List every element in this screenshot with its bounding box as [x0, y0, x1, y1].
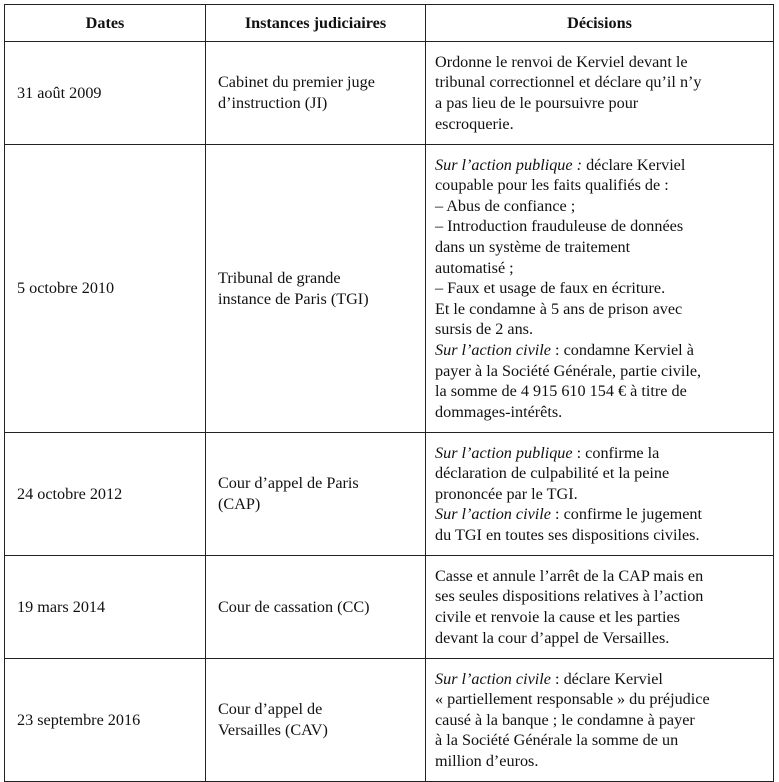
decision-line	[435, 381, 765, 402]
decision-line	[435, 484, 765, 505]
decision-italic: Sur l’action publique :	[435, 155, 583, 174]
decision-text: sursis de 2 ans.	[435, 320, 534, 339]
table-row	[5, 556, 774, 659]
date-cell: 24 octobre 2012	[5, 433, 206, 556]
decision-text: ses seules dispositions relatives à l’action	[435, 587, 704, 606]
decision-line	[435, 114, 765, 135]
decision-text: escroquerie.	[435, 114, 514, 133]
date-cell: 19 mars 2014	[5, 556, 206, 659]
decision-line	[435, 72, 765, 93]
decision-line	[435, 730, 765, 751]
decision-text: devant la cour d’appel de Versailles.	[435, 628, 670, 647]
decision-italic: Sur l’action publique	[435, 443, 573, 462]
instance-line: Tribunal de grande	[218, 268, 341, 287]
decision-line	[435, 607, 765, 628]
decision-text: : confirme le jugement	[550, 505, 703, 524]
decision-text: dommages-intérêts.	[435, 402, 563, 421]
decision-text: Ordonne le renvoi de Kerviel devant le	[435, 52, 688, 71]
decision-line	[435, 216, 765, 237]
decision-text: coupable pour les faits qualifiés de :	[435, 176, 669, 195]
decision-line	[435, 669, 765, 690]
decision-text: – Introduction frauduleuse de données	[435, 217, 684, 236]
decision-line	[435, 402, 765, 423]
decision-italic: Sur l’action civile	[435, 505, 551, 524]
decision-text: : condamne Kerviel à	[550, 340, 694, 359]
decision-line	[435, 52, 765, 73]
date-cell: 5 octobre 2010	[5, 145, 206, 433]
decision-text: : confirme la	[572, 443, 660, 462]
decision-text: a pas lieu de le poursuivre pour	[435, 94, 639, 112]
table-row	[5, 145, 774, 433]
decision-text: déclare Kerviel	[582, 155, 686, 174]
table-row	[5, 659, 774, 782]
decision-line	[435, 504, 765, 525]
instance-line: Cour de cassation (CC)	[218, 597, 370, 616]
decision-cell	[426, 433, 774, 556]
decision-cell	[426, 42, 774, 145]
decision-text: « partiellement responsable » du préjudice	[435, 690, 710, 709]
decision-line	[435, 463, 765, 484]
header-decisions: Décisions	[426, 5, 774, 42]
instance-cell	[206, 556, 426, 659]
decision-line	[435, 751, 765, 772]
decision-line	[435, 628, 765, 649]
instance-cell	[206, 433, 426, 556]
decision-text: dans un système de traitement	[435, 238, 631, 257]
decision-text: payer à la Société Générale, partie civile,	[435, 361, 702, 380]
decision-line	[435, 93, 765, 114]
date-cell: 31 août 2009	[5, 42, 206, 145]
instance-line: (CAP)	[218, 495, 261, 513]
instance-line: Cabinet du premier juge	[218, 73, 375, 92]
instance-cell	[206, 145, 426, 433]
table-row	[5, 42, 774, 145]
header-row	[5, 5, 774, 42]
decision-cell	[426, 659, 774, 782]
decision-text: : déclare Kerviel	[550, 669, 663, 688]
decision-text: million d’euros.	[435, 751, 539, 770]
decision-line	[435, 361, 765, 382]
decision-line	[435, 710, 765, 731]
decision-text: tribunal correctionnel et déclare qu’il n’y	[435, 73, 702, 92]
decision-text: Et le condamne à 5 ans de prison avec	[435, 299, 683, 318]
decision-cell	[426, 145, 774, 433]
decision-text: prononcée par le TGI.	[435, 484, 578, 503]
decision-text: déclaration de culpabilité et la peine	[435, 464, 670, 483]
instance-line: Versailles (CAV)	[218, 721, 328, 739]
table-row	[5, 433, 774, 556]
decision-text: à la Société Générale la somme de un	[435, 731, 679, 750]
decision-line	[435, 237, 765, 258]
decision-line	[435, 525, 765, 546]
decision-line	[435, 175, 765, 196]
decision-line	[435, 586, 765, 607]
date-cell: 23 septembre 2016	[5, 659, 206, 782]
instance-cell	[206, 659, 426, 782]
decision-text: – Faux et usage de faux en écriture.	[435, 279, 666, 298]
decision-line	[435, 258, 765, 279]
decision-text: Casse et annule l’arrêt de la CAP mais en	[435, 566, 704, 585]
decision-text: – Abus de confiance ;	[435, 196, 576, 215]
decision-text: automatisé ;	[435, 258, 514, 277]
decision-text: la somme de 4 915 610 154 € à titre de	[435, 382, 687, 401]
header-dates: Dates	[5, 5, 206, 42]
decision-line	[435, 278, 765, 299]
instance-line: instance de Paris (TGI)	[218, 289, 369, 308]
decision-line	[435, 689, 765, 710]
header-instances: Instances judiciaires	[206, 5, 426, 42]
decision-line	[435, 340, 765, 361]
decision-italic: Sur l’action civile	[435, 669, 551, 688]
decision-line	[435, 299, 765, 320]
decision-text: civile et renvoie la cause et les parties	[435, 608, 680, 626]
instance-cell	[206, 42, 426, 145]
decision-line	[435, 566, 765, 587]
decision-line	[435, 196, 765, 217]
decision-line	[435, 319, 765, 340]
instance-line: Cour d’appel de	[218, 700, 323, 719]
instance-line: d’instruction (JI)	[218, 94, 328, 112]
decision-text: du TGI en toutes ses dispositions civiles.	[435, 525, 700, 544]
decision-cell	[426, 556, 774, 659]
decision-italic: Sur l’action civile	[435, 340, 551, 359]
instance-line: Cour d’appel de Paris	[218, 474, 359, 493]
decisions-table	[4, 4, 774, 782]
decision-line	[435, 443, 765, 464]
decision-text: causé à la banque ; le condamne à payer	[435, 710, 695, 729]
decision-line	[435, 155, 765, 176]
